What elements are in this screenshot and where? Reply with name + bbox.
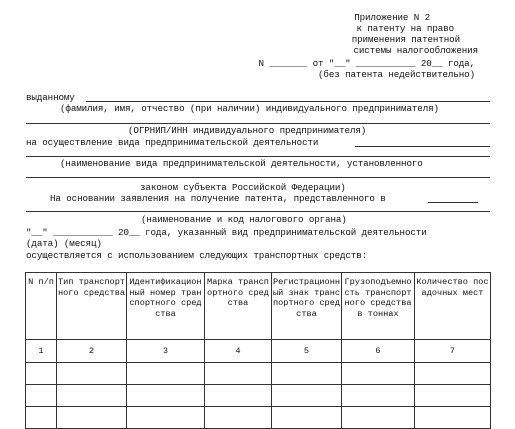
- header-cell-make: Марка транспортного средства: [205, 273, 272, 340]
- column-number: 2: [57, 340, 127, 363]
- activity-name-line: [26, 156, 490, 157]
- column-number: 6: [342, 340, 415, 363]
- table-cell: [415, 407, 491, 429]
- date-line: "__" ___________ 20__ года, указанный вид предпринимательской деятельности: [26, 227, 427, 238]
- table-row: [26, 385, 491, 407]
- table-cell: [342, 363, 415, 385]
- header-cell-number: N п/п: [26, 273, 57, 340]
- appendix-subtitle-2: применения патентной: [351, 34, 460, 45]
- authority-caption: (наименование и код налогового органа): [141, 214, 347, 225]
- table-cell: [57, 385, 127, 407]
- authority-blank: [428, 202, 478, 203]
- column-number-row: [26, 340, 491, 363]
- activity-line-blank: [355, 146, 490, 147]
- authority-line: [26, 211, 490, 212]
- table-cell: [415, 363, 491, 385]
- table-cell: [272, 363, 342, 385]
- table-cell: [205, 407, 272, 429]
- header-cell-plate: Регистрационный знак транспортного средства: [272, 273, 342, 340]
- table-cell: [272, 385, 342, 407]
- validity-note: (без патента недействительно): [318, 69, 475, 80]
- header-cell-type: Тип транспортного средства: [57, 273, 127, 340]
- table-cell: [205, 385, 272, 407]
- application-label: На основании заявления на получение патента, представленного в: [50, 193, 386, 204]
- appendix-subtitle-3: системы налогообложения: [353, 45, 478, 56]
- activity-caption-2: законом субъекта Российской Федерации): [140, 182, 346, 193]
- vehicles-intro: осуществляется с использованием следующих транспортных средств:: [26, 250, 368, 261]
- column-number: 1: [26, 340, 57, 363]
- ogrnip-caption: (ОГРНИП/ИНН индивидуального предпринимателя): [128, 125, 367, 136]
- header-cell-seats: Количество посадочных мест: [415, 273, 491, 340]
- table-cell: [57, 407, 127, 429]
- patent-number-line: N _______ от "__" ___________ 20__ года,: [258, 58, 475, 69]
- appendix-title: Приложение N 2: [354, 12, 430, 23]
- column-number: 4: [205, 340, 272, 363]
- header-cell-vin: Идентификационный номер транспортного средства: [127, 273, 205, 340]
- table-cell: [57, 363, 127, 385]
- activity-label: на осуществление вида предпринимательской деятельности: [26, 137, 319, 148]
- table-cell: [205, 363, 272, 385]
- column-number: 7: [415, 340, 491, 363]
- column-number: 5: [272, 340, 342, 363]
- table-cell: [272, 407, 342, 429]
- table-header-row: [26, 273, 491, 340]
- table-cell: [127, 407, 205, 429]
- column-number: 3: [127, 340, 205, 363]
- table-cell: [342, 385, 415, 407]
- table-row: [26, 363, 491, 385]
- law-line: [26, 177, 490, 178]
- fio-caption: (фамилия, имя, отчество (при наличии) индивидуального предпринимателя): [60, 103, 439, 114]
- vehicles-table: [25, 272, 491, 429]
- table-cell: [26, 363, 57, 385]
- appendix-subtitle-1: к патенту на право: [356, 23, 454, 34]
- header-cell-capacity: Грузоподъемность транспортного средства в тоннах: [342, 273, 415, 340]
- table-cell: [26, 385, 57, 407]
- activity-caption-1: (наименование вида предпринимательской деятельности, установленного: [60, 158, 423, 169]
- date-caption: (дата) (месяц): [26, 238, 102, 249]
- table-cell: [127, 385, 205, 407]
- ogrnip-line: [26, 123, 490, 124]
- table-cell: [415, 385, 491, 407]
- issued-to-label: выданному: [26, 92, 75, 103]
- table-cell: [127, 363, 205, 385]
- fio-line: [86, 101, 490, 102]
- table-cell: [26, 407, 57, 429]
- table-cell: [342, 407, 415, 429]
- table-row: [26, 407, 491, 429]
